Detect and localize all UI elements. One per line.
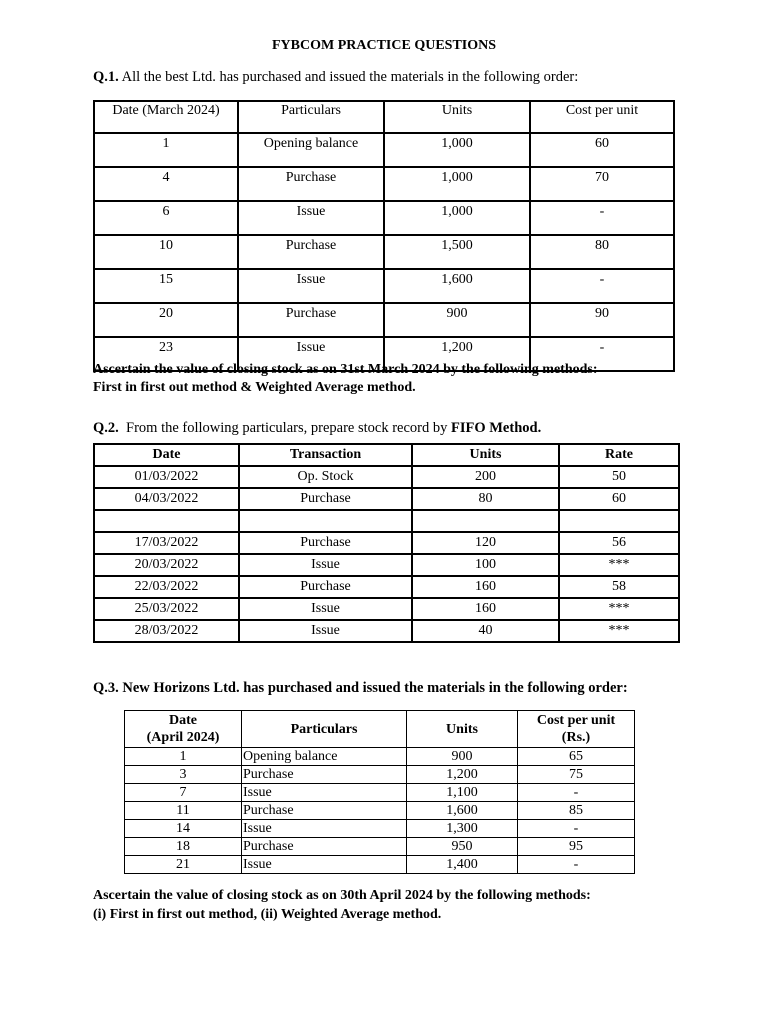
q3-header-cell: Particulars — [242, 711, 407, 748]
q2-cell — [94, 510, 239, 532]
q3-cell: 65 — [518, 748, 635, 766]
q1-cell: Purchase — [238, 167, 384, 201]
q2-method: FIFO Method. — [450, 420, 542, 436]
q3-cell: 7 — [125, 784, 242, 802]
q2-cell: *** — [559, 554, 679, 576]
q3-cell: 3 — [125, 766, 242, 784]
q3-cell: 900 — [407, 748, 518, 766]
q2-cell: Issue — [239, 620, 412, 642]
q1-cell: 10 — [94, 235, 238, 269]
q1-table — [93, 100, 675, 372]
q2-cell: 28/03/2022 — [94, 620, 239, 642]
q1-cell: 90 — [530, 303, 674, 337]
table-row — [94, 598, 679, 620]
q2-cell: 50 — [559, 466, 679, 488]
q2-cell: 60 — [559, 488, 679, 510]
q1-header-cell: Date (March 2024) — [94, 101, 238, 133]
q2-cell: 100 — [412, 554, 559, 576]
q2-cell: 200 — [412, 466, 559, 488]
table-row — [125, 802, 635, 820]
q1-header-row — [94, 101, 674, 133]
q1-cell: 1,600 — [384, 269, 530, 303]
q2-cell: Issue — [239, 598, 412, 620]
table-row — [125, 856, 635, 874]
q2-cell: Purchase — [239, 576, 412, 598]
q3-cell: 18 — [125, 838, 242, 856]
q3-cell: 85 — [518, 802, 635, 820]
q3-cell: Purchase — [242, 838, 407, 856]
q1-instructions — [93, 361, 598, 397]
q1-label: Q.1. — [93, 69, 119, 85]
q1-cell: 900 — [384, 303, 530, 337]
q2-cell: 22/03/2022 — [94, 576, 239, 598]
q2-header-cell: Date — [94, 444, 239, 466]
table-row — [94, 201, 674, 235]
q3-cell: 21 — [125, 856, 242, 874]
q3-cell: Purchase — [242, 802, 407, 820]
q2-cell: 25/03/2022 — [94, 598, 239, 620]
table-row — [125, 820, 635, 838]
table-row — [125, 766, 635, 784]
q2-intro: From the following particulars, prepare stock record by — [118, 420, 451, 436]
page-title: FYBCOM PRACTICE QUESTIONS — [271, 38, 497, 53]
q3-cell: 1,200 — [407, 766, 518, 784]
table-row — [94, 510, 679, 532]
q2-cell: 58 — [559, 576, 679, 598]
q1-cell: 1 — [94, 133, 238, 167]
q2-cell: Op. Stock — [239, 466, 412, 488]
table-row — [125, 748, 635, 766]
q1-cell: Issue — [238, 201, 384, 235]
q1-cell: 1,000 — [384, 167, 530, 201]
table-row — [94, 235, 674, 269]
q3-cell: Opening balance — [242, 748, 407, 766]
q3-cell: - — [518, 856, 635, 874]
q2-cell: *** — [559, 598, 679, 620]
q1-cell: - — [530, 269, 674, 303]
q1-cell: 60 — [530, 133, 674, 167]
q3-cell: 75 — [518, 766, 635, 784]
q2-cell: Purchase — [239, 532, 412, 554]
q2-cell — [412, 510, 559, 532]
q2-header-cell: Units — [412, 444, 559, 466]
q3-table — [124, 710, 635, 874]
q2-cell: 40 — [412, 620, 559, 642]
q2-cell: Issue — [239, 554, 412, 576]
q1-cell: 1,500 — [384, 235, 530, 269]
q3-cell: 1,300 — [407, 820, 518, 838]
q2-cell: 120 — [412, 532, 559, 554]
q3-cell: 950 — [407, 838, 518, 856]
q2-table — [93, 443, 680, 643]
q1-instruction-line: Ascertain the value of closing stock as on 31st March 2024 by the following methods: — [93, 362, 598, 377]
q3-heading: Q.3. New Horizons Ltd. has purchased and issued the materials in the following order: — [93, 680, 628, 696]
q1-cell: 15 — [94, 269, 238, 303]
q1-cell: 23 — [94, 337, 238, 371]
q3-cell: 1,100 — [407, 784, 518, 802]
q2-cell: 80 — [412, 488, 559, 510]
table-row — [125, 838, 635, 856]
q3-cell: 1,600 — [407, 802, 518, 820]
q2-cell: 20/03/2022 — [94, 554, 239, 576]
table-row — [125, 784, 635, 802]
q2-cell: 56 — [559, 532, 679, 554]
q2-cell: *** — [559, 620, 679, 642]
q2-cell: 01/03/2022 — [94, 466, 239, 488]
q1-heading — [93, 69, 578, 86]
q1-instruction-line: First in first out method & Weighted Average method. — [93, 380, 416, 395]
q2-header-row — [94, 444, 679, 466]
table-row — [94, 269, 674, 303]
q1-header-cell: Units — [384, 101, 530, 133]
q3-cell: - — [518, 784, 635, 802]
q1-header-cell: Particulars — [238, 101, 384, 133]
q2-cell: 160 — [412, 576, 559, 598]
q1-cell: 1,200 — [384, 337, 530, 371]
q3-header-cell: Cost per unit (Rs.) — [518, 711, 635, 748]
q1-cell: Issue — [238, 337, 384, 371]
q2-label: Q.2. — [93, 420, 119, 436]
q2-header-cell: Transaction — [239, 444, 412, 466]
q1-cell: Purchase — [238, 235, 384, 269]
table-row — [94, 554, 679, 576]
q1-cell: 20 — [94, 303, 238, 337]
q1-header-cell: Cost per unit — [530, 101, 674, 133]
q3-cell: 11 — [125, 802, 242, 820]
q3-cell: Issue — [242, 856, 407, 874]
q1-cell: - — [530, 337, 674, 371]
q3-instruction-line: Ascertain the value of closing stock as on 30th April 2024 by the following methods: — [93, 888, 591, 903]
q3-cell: 1,400 — [407, 856, 518, 874]
q3-cell: 95 — [518, 838, 635, 856]
q1-intro: All the best Ltd. has purchased and issued the materials in the following order: — [118, 69, 579, 85]
q2-cell: Purchase — [239, 488, 412, 510]
table-row — [94, 167, 674, 201]
q3-cell: - — [518, 820, 635, 838]
q3-header-cell: Date (April 2024) — [125, 711, 242, 748]
q3-header-row — [125, 711, 635, 748]
q3-cell: 1 — [125, 748, 242, 766]
q2-cell: 17/03/2022 — [94, 532, 239, 554]
table-row — [94, 303, 674, 337]
table-row — [94, 576, 679, 598]
q2-cell — [559, 510, 679, 532]
q1-cell: Purchase — [238, 303, 384, 337]
q1-cell: Issue — [238, 269, 384, 303]
table-row — [94, 488, 679, 510]
q1-cell: 70 — [530, 167, 674, 201]
q2-header-cell: Rate — [559, 444, 679, 466]
q1-cell: 4 — [94, 167, 238, 201]
q3-cell: Purchase — [242, 766, 407, 784]
table-row — [94, 133, 674, 167]
q2-heading — [93, 420, 541, 437]
table-row — [94, 532, 679, 554]
q2-cell: 04/03/2022 — [94, 488, 239, 510]
q3-cell: 14 — [125, 820, 242, 838]
q3-instruction-line: (i) First in first out method, (ii) Weighted Average method. — [93, 907, 442, 922]
q3-instructions — [93, 886, 591, 924]
q1-cell: 80 — [530, 235, 674, 269]
q2-cell: 160 — [412, 598, 559, 620]
q1-cell: 6 — [94, 201, 238, 235]
q1-cell: - — [530, 201, 674, 235]
q3-header-cell: Units — [407, 711, 518, 748]
q1-cell: 1,000 — [384, 133, 530, 167]
table-row — [94, 466, 679, 488]
q3-cell: Issue — [242, 784, 407, 802]
q3-cell: Issue — [242, 820, 407, 838]
q1-cell: Opening balance — [238, 133, 384, 167]
q1-cell: 1,000 — [384, 201, 530, 235]
q2-cell — [239, 510, 412, 532]
table-row — [94, 620, 679, 642]
